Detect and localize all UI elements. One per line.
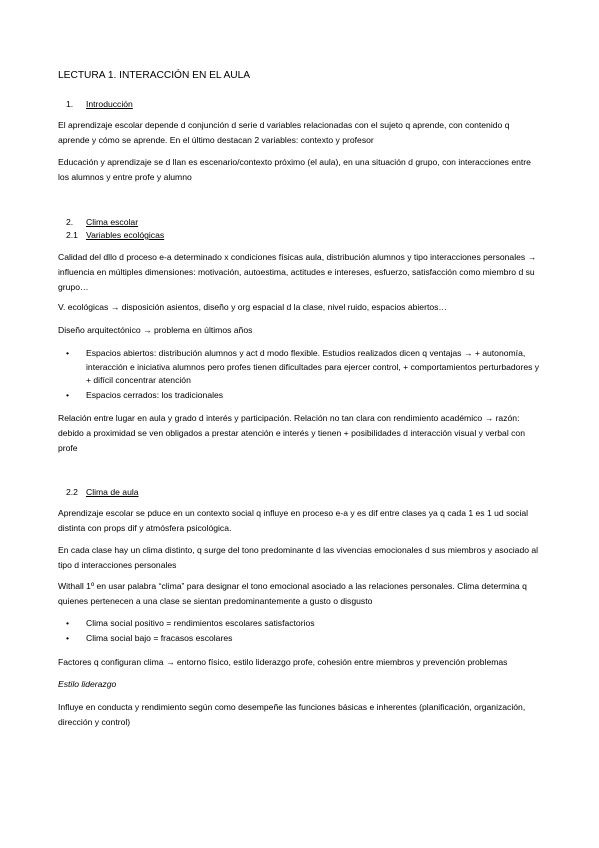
page-title: LECTURA 1. INTERACCIÓN EN EL AULA (58, 70, 251, 81)
paragraph: El aprendizaje escolar depende d conjunción d serie d variables relacionadas con el sujeto q aprende, con contenido q aprende y cómo se aprende. En el último destacan 2 variables: contexto y profesor (58, 120, 510, 145)
section-title: Clima escolar (86, 217, 139, 227)
section-title: Introducción (86, 99, 133, 109)
section-2-heading (66, 216, 138, 228)
bullet-icon: • (66, 348, 70, 358)
paragraph: Influye en conducta y rendimiento según como desempeñe las funciones básicas e inherentes (planificación, organización, dirección y control) (58, 702, 526, 727)
section-number: 2. (66, 217, 74, 227)
subheading-italic: Estilo liderazgo (58, 679, 117, 689)
bullet-icon: • (66, 633, 70, 643)
list-item (66, 347, 542, 388)
list-item (66, 389, 542, 403)
bullet-icon: • (66, 618, 70, 628)
subsection-2-2-heading (66, 486, 139, 498)
paragraph: En cada clase hay un clima distinto, q surge del tono predominante d las vivencias emocionales d sus miembros y asociado al tipo d interacciones personales (58, 545, 539, 570)
bullet-list (66, 617, 542, 647)
subsection-number: 2.1 (66, 230, 78, 240)
paragraph: V. ecológicas → disposición asientos, diseño y org espacial d la clase, nivel ruido, espacios abiertos… (58, 302, 448, 312)
paragraph: Relación entre lugar en aula y grado d interés y participación. Relación no tan clara con rendimiento académico → razón: debido a proximidad se ven obligados a prestar atención e interés y tienen + posibilidades d interacción visual y verbal con profe (58, 413, 525, 453)
bullet-list (66, 347, 542, 404)
section-1-heading (66, 98, 133, 110)
list-item (66, 632, 542, 646)
subsection-title: Clima de aula (86, 487, 139, 497)
list-item-text: Espacios abiertos: distribución alumnos y act d modo flexible. Estudios realizados dicen q ventajas → + autonomía, interacción e iniciativa alumnos pero profes tienen dificultades para ejercer control, + comportamientos perturbadores y + difícil concentrar atención (86, 348, 540, 385)
paragraph: Withall 1º en usar palabra “clima” para designar el tono emocional asociado a las relaciones personales. Clima determina q quienes pertenecen a una clase se sientan predominantemente a gusto o disgusto (58, 581, 527, 606)
bullet-icon: • (66, 390, 70, 400)
paragraph: Educación y aprendizaje se d llan es escenario/contexto próximo (el aula), en una situación d grupo, con interacciones entre los alumnos y entre profe y alumno (58, 157, 531, 182)
paragraph: Diseño arquitectónico → problema en últimos años (58, 325, 253, 335)
subsection-number: 2.2 (66, 487, 78, 497)
list-item-text: Clima social positivo = rendimientos escolares satisfactorios (86, 618, 315, 628)
subsection-title: Variables ecológicas (86, 230, 165, 240)
paragraph: Factores q configuran clima → entorno físico, estilo liderazgo profe, cohesión entre miembros y prevención problemas (58, 657, 508, 667)
list-item-text: Espacios cerrados: los tradicionales (86, 390, 224, 400)
paragraph: Aprendizaje escolar se pduce en un contexto social q influye en proceso e-a y es dif entre clases ya q cada 1 es 1 ud social distinta con props dif y atmósfera psicológica. (58, 508, 529, 533)
section-number: 1. (66, 99, 74, 109)
paragraph: Calidad del dllo d proceso e-a determinado x condiciones físicas aula, distribución alumnos y tipo interacciones personales → influencia en múltiples dimensiones: motivación, autoestima, actitudes e intereses, esfuerzo, satisfacción como miembro d su grupo… (58, 252, 537, 292)
list-item-text: Clima social bajo = fracasos escolares (86, 633, 233, 643)
subsection-2-1-heading (66, 229, 164, 241)
list-item (66, 617, 542, 631)
